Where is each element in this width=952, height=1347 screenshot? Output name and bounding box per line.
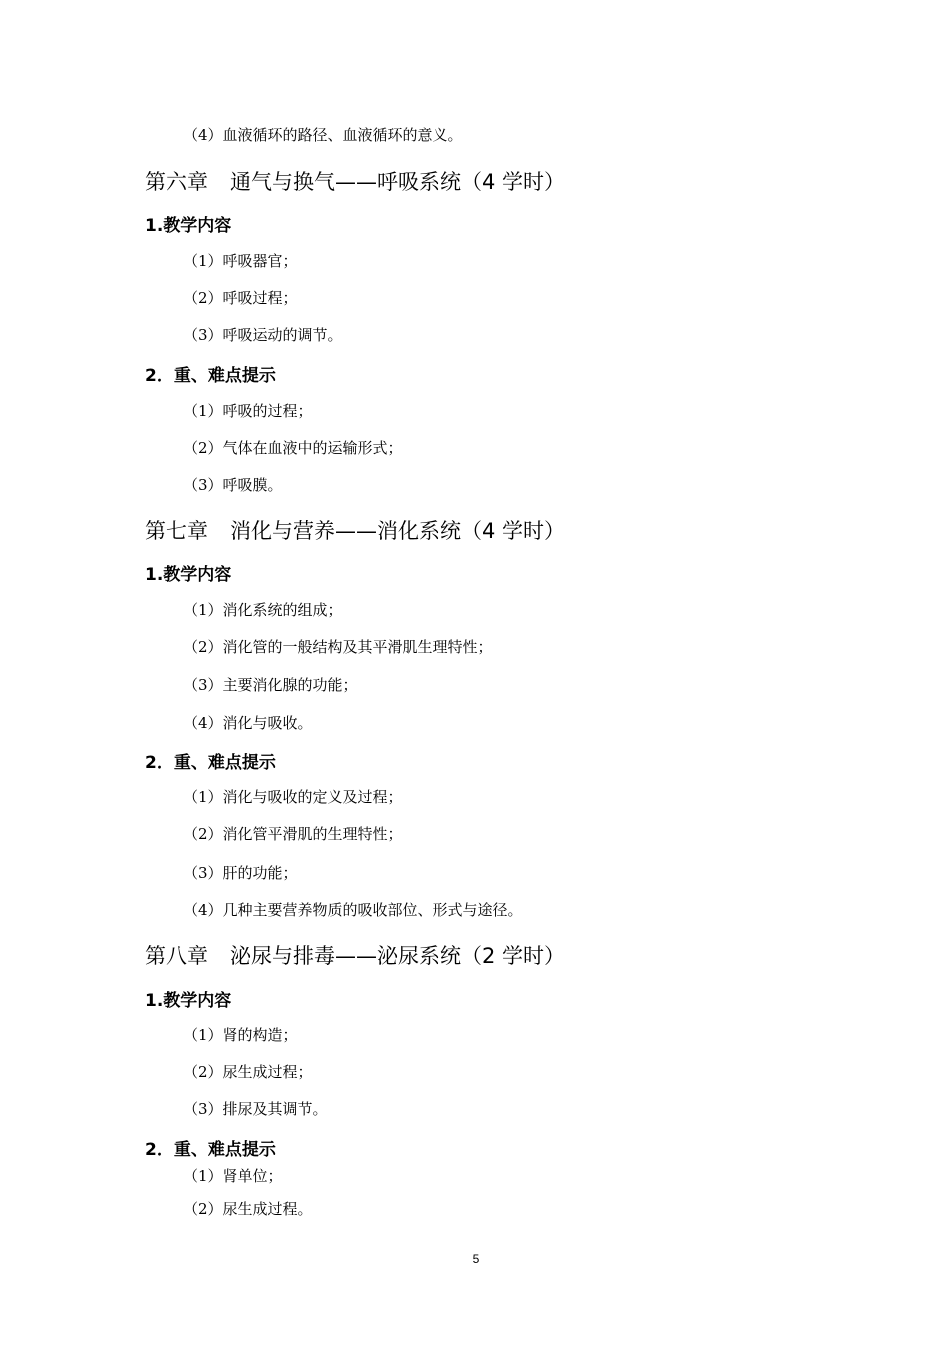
list-item: （1）肾单位； — [183, 1167, 283, 1185]
chapter-heading — [145, 166, 565, 196]
section-heading: 2．重、难点提示 — [145, 366, 276, 386]
section-heading: 1.教学内容 — [145, 991, 232, 1011]
chapter-number: 第七章 — [145, 519, 208, 543]
list-item: （3）肝的功能； — [183, 864, 298, 882]
list-item: （3）主要消化腺的功能； — [183, 676, 358, 694]
list-item: （2）尿生成过程； — [183, 1063, 313, 1081]
list-item: （2）消化管平滑肌的生理特性； — [183, 825, 403, 843]
section-heading: 2．重、难点提示 — [145, 1140, 276, 1160]
chapter-heading — [145, 515, 565, 545]
list-item: （1）呼吸的过程； — [183, 402, 313, 420]
list-item: （1）消化与吸收的定义及过程； — [183, 788, 403, 806]
list-item: （4）血液循环的路径、血液循环的意义。 — [183, 126, 463, 144]
section-heading: 2．重、难点提示 — [145, 753, 276, 773]
list-item: （1）消化系统的组成； — [183, 601, 343, 619]
list-item: （1）肾的构造； — [183, 1026, 298, 1044]
list-item: （1）呼吸器官； — [183, 252, 298, 270]
chapter-number: 第八章 — [145, 944, 208, 968]
chapter-number: 第六章 — [145, 170, 208, 194]
chapter-title: 消化与营养——消化系统（4 学时） — [230, 519, 566, 543]
list-item: （4）消化与吸收。 — [183, 714, 313, 732]
list-item: （4）几种主要营养物质的吸收部位、形式与途径。 — [183, 901, 523, 919]
chapter-heading — [145, 940, 565, 970]
section-heading: 1.教学内容 — [145, 216, 232, 236]
list-item: （2）消化管的一般结构及其平滑肌生理特性； — [183, 638, 493, 656]
chapter-title: 泌尿与排毒——泌尿系统（2 学时） — [230, 944, 566, 968]
chapter-title: 通气与换气——呼吸系统（4 学时） — [230, 170, 566, 194]
list-item: （3）排尿及其调节。 — [183, 1100, 328, 1118]
list-item: （3）呼吸运动的调节。 — [183, 326, 343, 344]
list-item: （3）呼吸膜。 — [183, 476, 283, 494]
page-number: 5 — [472, 1252, 480, 1266]
list-item: （2）呼吸过程； — [183, 289, 298, 307]
list-item: （2）尿生成过程。 — [183, 1200, 313, 1218]
section-heading: 1.教学内容 — [145, 565, 232, 585]
list-item: （2）气体在血液中的运输形式； — [183, 439, 403, 457]
